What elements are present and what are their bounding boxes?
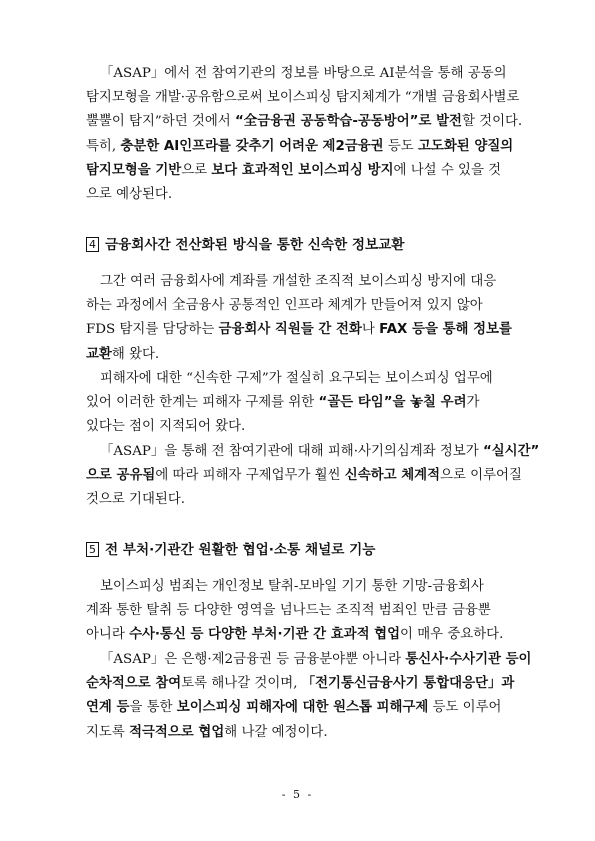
bold-phrase: 탐지모형을 기반 — [86, 162, 182, 178]
paragraph-realtime-sharing — [86, 440, 541, 513]
bold-phrase: 충분한 AI인프라를 갖추기 어려운 제2금융권 — [120, 138, 384, 154]
bold-phrase: 「전기통신금융사기 통합대응단」과 — [301, 676, 515, 692]
text-line: 있다는 점이 지적되어 왔다. — [86, 419, 246, 435]
bold-phrase: “全금융권 공동학습-공동방어”로 발전 — [234, 114, 462, 130]
bold-phrase: 교환 — [86, 346, 112, 362]
bold-phrase: 통신사·수사기관 등이 — [405, 652, 532, 667]
text-line: FDS 탐지를 담당하는 금융회사 직원들 간 전화나 FAX 등을 통해 정보를 — [86, 322, 512, 338]
paragraph-golden-time — [86, 367, 541, 440]
text-line: 뿔뿔이 탐지”하던 것에서 “全금융권 공동학습-공동방어”로 발전할 것이다. — [86, 114, 523, 130]
section-number-box: 4 — [86, 237, 99, 252]
section-heading-5 — [86, 540, 556, 560]
bold-phrase: “골든 타임”을 놓칠 우려 — [318, 395, 467, 411]
bold-phrase: “실시간” — [482, 444, 540, 459]
bold-phrase: 으로 공유됨 — [86, 468, 156, 484]
text-line: 보이스피싱 범죄는 개인정보 탈취-모바일 기기 통한 기망-금융회사 — [100, 579, 484, 594]
page-number: - 5 - — [281, 788, 314, 801]
text-line: 탐지모형을 개발·공유함으로써 보이스피싱 탐지체계가 “개별 금융회사별로 — [86, 90, 520, 106]
bold-phrase: 금융회사 직원들 간 전화 — [218, 322, 362, 338]
paragraph-cross-agency — [86, 575, 541, 648]
section-heading-4 — [86, 235, 556, 255]
text-line: 있어 이러한 한계는 피해자 구제를 위한 “골든 타임”을 놓칠 우려가 — [86, 395, 480, 411]
text-line: 「ASAP」은 은행·제2금융권 등 금융분야뿐 아니라 통신사·수사기관 등이 — [100, 652, 532, 667]
text-line: 그간 여러 금융회사에 계좌를 개설한 조직적 보이스피싱 방지에 대응 — [100, 274, 497, 289]
bold-phrase: FAX 등을 통해 정보를 — [379, 322, 512, 338]
paragraph-telecom-investigation — [86, 648, 541, 745]
text-line: 으로 예상된다. — [86, 187, 173, 203]
bold-phrase: 보이스피싱 피해자에 대한 원스톱 피해구제 — [176, 700, 429, 716]
text-line: 연계 등을 통한 보이스피싱 피해자에 대한 원스톱 피해구제 등도 이루어 — [86, 700, 502, 716]
text-line: 「ASAP」을 통해 전 참여기관에 대해 피해·사기의심계좌 정보가 “실시간” — [100, 444, 540, 459]
paragraph-phone-fax — [86, 270, 541, 367]
text-line: 피해자에 대한 “신속한 구제”가 절실히 요구되는 보이스피싱 업무에 — [100, 371, 493, 386]
bold-phrase: 보다 효과적인 보이스피싱 방지 — [211, 162, 394, 178]
bold-phrase: 신속하고 체계적 — [344, 468, 441, 484]
text-line: 지도록 적극적으로 협업해 나갈 예정이다. — [86, 724, 328, 740]
text-line: 하는 과정에서 全금융사 공통적인 인프라 체계가 만들어져 있지 않아 — [86, 298, 483, 314]
bold-phrase: 연계 등 — [86, 700, 130, 716]
text-line: 계좌 통한 탈취 등 다양한 영역을 넘나드는 조직적 범죄인 만큼 금융뿐 — [86, 603, 491, 619]
section-heading-text: 금융회사간 전산화된 방식을 통한 신속한 정보교환 — [105, 237, 405, 253]
text-line: 탐지모형을 기반으로 보다 효과적인 보이스피싱 방지에 나설 수 있을 것 — [86, 162, 502, 178]
bold-phrase: 고도화된 양질의 — [418, 138, 514, 154]
text-line: 특히, 충분한 AI인프라를 갖추기 어려운 제2금융권 등도 고도화된 양질의 — [86, 138, 514, 154]
text-line: 순차적으로 참여토록 해나갈 것이며, 「전기통신금융사기 통합대응단」과 — [86, 676, 515, 692]
text-line: 아니라 수사·통신 등 다양한 부처·기관 간 효과적 협업이 매우 중요하다. — [86, 627, 504, 643]
text-line: 으로 공유됨에 따라 피해자 구제업무가 훨씬 신속하고 체계적으로 이루어질 — [86, 468, 522, 484]
text-line: 것으로 기대된다. — [86, 492, 186, 508]
bold-phrase: 순차적으로 참여 — [86, 676, 182, 692]
section-heading-text: 전 부처·기관간 원활한 협업·소통 채널로 기능 — [105, 542, 376, 558]
paragraph-asap-ai — [86, 62, 541, 207]
text-line: 「ASAP」에서 전 참여기관의 정보를 바탕으로 AI분석을 통해 공동의 — [100, 66, 507, 81]
section-number-box: 5 — [86, 542, 99, 557]
bold-phrase: 수사·통신 등 다양한 부처·기관 간 효과적 협업 — [129, 627, 401, 643]
text-line: 교환해 왔다. — [86, 346, 160, 362]
bold-phrase: 적극적으로 협업 — [129, 724, 225, 740]
